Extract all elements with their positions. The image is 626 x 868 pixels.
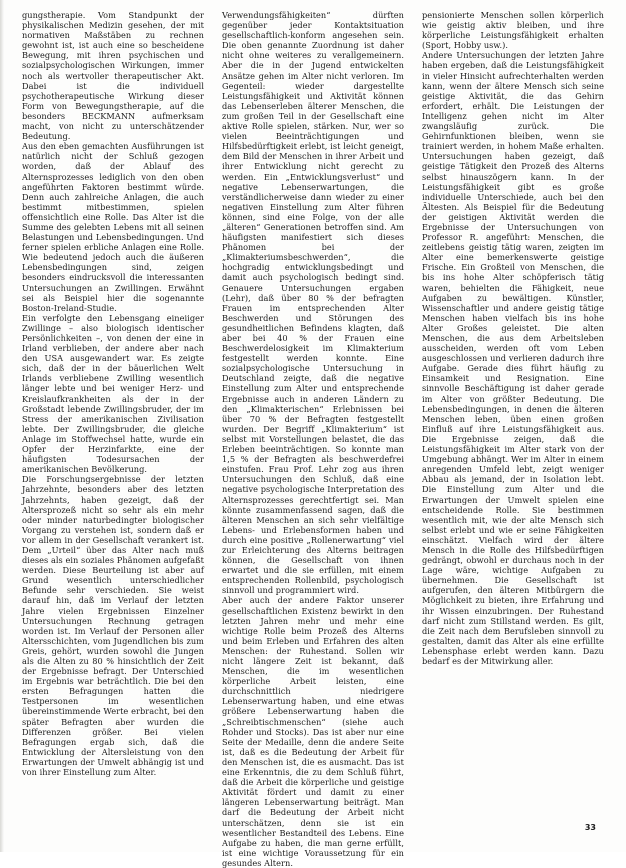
page-number: 33 (584, 823, 596, 832)
paragraph: gungstherapie. Vom Standpunkt der physikalischen Medizin gesehen, der mit normativen Maßstäben zu rechnen gewohnt ist, ist auch eine so bescheidene Bewegung, mit ihren psychischen und sozialpsychologischen Wirkungen, immer noch als wertvoller therapeutischer Akt. Dabei ist die individuell psychotherapeutische Wirkung dieser Form von Bewegungstherapie, auf die besonders BECKMANN aufmerksam macht, von nicht zu unterschätzender Bedeutung. (22, 10, 204, 142)
paragraph: Aus den eben gemachten Ausführungen ist natürlich nicht der Schluß gezogen worden, daß der Ablauf des Alternsprozesses lediglich von den oben angeführten Faktoren bestimmt würde. Denn auch zahlreiche Anlagen, die auch bestimmt mitbestimmen, spielen offensichtlich eine Rolle. Das Alter ist die Summe des gelebten Lebens mit all seinen Belastungen und Lebensbedingungen. Und ferner spielen erbliche Anlagen eine Rolle. Wie bedeutend jedoch auch die äußeren Lebensbedingungen sind, zeigen besonders eindrucksvoll die interessanten Untersuchungen an Zwillingen. Erwähnt sei als Beispiel hier die sogenannte Boston-Ireland-Studie. (22, 141, 204, 313)
paragraph: Die Forschungsergebnisse der letzten Jahrzehnte, besonders aber des letzten Jahrzehnts, haben gezeigt, daß der Altersprozeß nicht so sehr als ein mehr oder minder naturbedingter biologischer Vorgang zu verstehen ist, sondern daß er vor allem in der Gesellschaft verankert ist. Dem „Urteil“ über das Alter nach muß dieses als ein soziales Phänomen aufgefaßt werden. Diese Beurteilung ist aber auf Grund wesentlich unterschiedlicher Befunde sehr verschieden. Sie weist darauf hin, daß im Verlauf der letzten Jahre vielen Ergebnissen Einzelner Untersuchungen Rechnung getragen worden ist. Im Verlauf der Personen aller Altersschichten, vom Jugendlichen bis zum Greis, gehört, wurden sowohl die Jungen als die Alten zu 80 % hinsichtlich der Zeit der Ergebnisse befragt. Der Unterschied im Ergebnis war beträchtlich. Die bei den ersten Befragungen hatten die Testpersonen im wesentlichen übereinstimmende Werte erbracht, bei den später Befragten aber wurden die Differenzen größer. Bei vielen Befragungen ergab sich, daß die Entwicklung der Altersleistung von den Erwartungen der Umwelt abhängig ist und von ihrer Einstellung zum Alter. (22, 474, 204, 778)
paragraph: pensionierte Menschen sollen körperlich wie geistig aktiv bleiben, und ihre körperliche Leistungsfähigkeit erhalten (Sport, Hobby usw.). (422, 10, 604, 51)
scan-edge-shadow (0, 0, 4, 852)
column-middle (222, 10, 404, 868)
column-right (422, 10, 604, 822)
paragraph: Andere Untersuchungen der letzten Jahre haben ergeben, daß die Leistungsfähigkeit in vieler Hinsicht aufrechterhalten werden kann, wenn der ältere Mensch sich seine geistige Aktivität, die das Gehirn erfordert, erhält. Die Leistungen der Intelligenz gehen nicht im Alter zwangsläufig zurück. Die Gehirnfunktionen bleiben, wenn sie trainiert werden, in hohem Maße erhalten. Untersuchungen haben gezeigt, daß geistige Tätigkeit den Prozeß des Alterns selbst hinauszögern kann. In der Leistungsfähigkeit gibt es große individuelle Unterschiede, auch bei den Ältesten. Als Beispiel für die Bedeutung der geistigen Aktivität werden die Ergebnisse der Untersuchungen von Professor R. angeführt: Menschen, die zeitlebens geistig tätig waren, zeigten im Alter eine bemerkenswerte geistige Frische. Ein Großteil von Menschen, die bis ins hohe Alter schöpferisch tätig waren, behielten die Fähigkeit, neue Aufgaben zu bewältigen. Künstler, Wissenschaftler und andere geistig tätige Menschen haben vielfach bis ins hohe Alter Großes geleistet. Die alten Menschen, die aus dem Arbeitsleben ausscheiden, werden oft vom Leben ausgeschlossen und verlieren dadurch ihre Aufgabe. Gerade dies führt häufig zu Einsamkeit und Resignation. Eine sinnvolle Beschäftigung ist daher gerade im Alter von größter Bedeutung. Die Lebensbedingungen, in denen die älteren Menschen leben, üben einen großen Einfluß auf ihre Leistungsfähigkeit aus. Die Ergebnisse zeigen, daß die Leistungsfähigkeit im Alter stark von der Umgebung abhängt. Wer im Alter in einem anregenden Umfeld lebt, zeigt weniger Abbau als jemand, der in Isolation lebt. Die Einstellung zum Alter und die Erwartungen der Umwelt spielen eine entscheidende Rolle. Sie bestimmen wesentlich mit, wie der alte Mensch sich selbst erlebt und wie er seine Fähigkeiten einschätzt. Vielfach wird der ältere Mensch in die Rolle des Hilfsbedürftigen gedrängt, obwohl er durchaus noch in der Lage wäre, wichtige Aufgaben zu übernehmen. Die Gesellschaft ist aufgerufen, den älteren Mitbürgern die Möglichkeit zu bieten, ihre Erfahrung und ihr Wissen einzubringen. Der Ruhestand darf nicht zum Stillstand werden. Es gilt, die Zeit nach dem Berufsleben sinnvoll zu gestalten, damit das Alter als eine erfüllte Lebensphase erlebt werden kann. Dazu bedarf es der Mitwirkung aller. (422, 50, 604, 666)
paragraph: Aber auch der andere Faktor unserer gesellschaftlichen Existenz bewirkt in den letzten Jahren mehr und mehr eine wichtige Rolle beim Prozeß des Alterns und beim Erleben und Erfahren des alten Menschen: der Ruhestand. Sollen wir nicht längere Zeit ist bekannt, daß Menschen, die im wesentlichen körperliche Arbeit leisten, eine durchschnittlich niedrigere Lebenserwartung haben, und eine etwas größere Lebenserwartung haben die „Schreibtischmenschen“ (siehe auch Rohder und Stocks). Das ist aber nur eine Seite der Medaille, denn die andere Seite ist, daß es die Bedeutung der Arbeit für den Menschen ist, die es ausmacht. Das ist eine Erkenntnis, die zu dem Schluß führt, daß die Arbeit die körperliche und geistige Aktivität fördert und damit zu einer längeren Lebenserwartung beiträgt. Man darf die Bedeutung der Arbeit nicht unterschätzen, denn sie ist ein wesentlicher Bestandteil des Lebens. Eine Aufgabe zu haben, die man gerne erfüllt, ist eine wichtige Voraussetzung für ein gesundes Altern. (222, 595, 404, 868)
column-left (22, 10, 204, 822)
paragraph: Verwendungsfähigkeiten“ dürften gegenüber jeder Kontaktsituation gesellschaftlich-konform angesehen sein. Die oben genannte Zuordnung ist daher nicht ohne weiteres zu verallgemeinern. Aber die in der Jugend entwickelten Ansätze gehen im Alter nicht verloren. Im Gegenteil: wieder dargestellte Leistungsfähigkeit und Aktivität können das Lebenserleben älterer Menschen, die zum großen Teil in der Gesellschaft eine aktive Rolle spielen, stärken. Nur, wer so vielen Beeinträchtigungen und Hilfsbedürftigkeit erlebt, ist leicht geneigt, dem Bild der Menschen in ihrer Arbeit und ihrer Entwicklung nicht gerecht zu werden. Ein „Entwicklungsverlust“ und negative Lebenserwartungen, die verständlicherweise dann wieder zu einer negativen Einstellung zum Alter führen können, sind eine Folge, von der alle „älteren“ Generationen betroffen sind. Am häufigsten manifestiert sich dieses Phänomen bei der „Klimakteriumsbeschwerden“, die hochgradig entwicklungsbedingt und damit auch psychologisch bedingt sind. Genauere Untersuchungen ergaben (Lehr), daß über 80 % der befragten Frauen im entsprechenden Alter Beschwerden und Störungen des gesundheitlichen Befindens klagten, daß aber bei 40 % der Frauen eine Beschwerdelosigkeit im Klimakterium festgestellt werden konnte. Eine sozialpsychologische Untersuchung in Deutschland zeigte, daß die negative Einstellung zum Alter und entsprechende Ergebnisse auch in anderen Ländern zu den „Klimakterischen“ Erlebnissen bei über 70 % der Befragten festgestellt wurden. Der Begriff „Klimakterium“ ist selbst mit Vorstellungen belastet, die das Erleben beeinträchtigen. So konnte man 1,5 % der Befragten als beschwerdefrei einstufen. Frau Prof. Lehr zog aus ihren Untersuchungen den Schluß, daß eine negative psychologische Interpretation des Alternsprozesses gerechtfertigt sei. Man könnte zusammenfassend sagen, daß die älteren Menschen an sich sehr vielfältige Lebens- und Erlebensformen haben und durch eine positive „Rollenerwartung“ viel zur Erleichterung des Alterns beitragen können, die Gesellschaft von ihnen erwartet und die sie erfüllen, mit einem entsprechenden Rollenbild, psychologisch sinnvoll und programmiert wird. (222, 10, 404, 596)
paragraph: Ein verfolgte den Lebensgang eineiiger Zwillinge – also biologisch identischer Persönlichkeiten –, von denen der eine in Irland verblieben, der andere aber nach den USA ausgewandert war. Es zeigte sich, daß der in der bäuerlichen Welt Irlands verbliebene Zwilling wesentlich länger lebte und bei weniger Herz- und Kreislaufkrankheiten als der in der Großstadt lebende Zwillingsbruder, der im Stress der amerikanischen Zivilisation lebte. Der Zwillingsbruder, die gleiche Anlage im Stoffwechsel hatte, wurde ein Opfer der Herzinfarkte, eine der häufigsten Todesursachen der amerikanischen Bevölkerung. (22, 312, 204, 475)
